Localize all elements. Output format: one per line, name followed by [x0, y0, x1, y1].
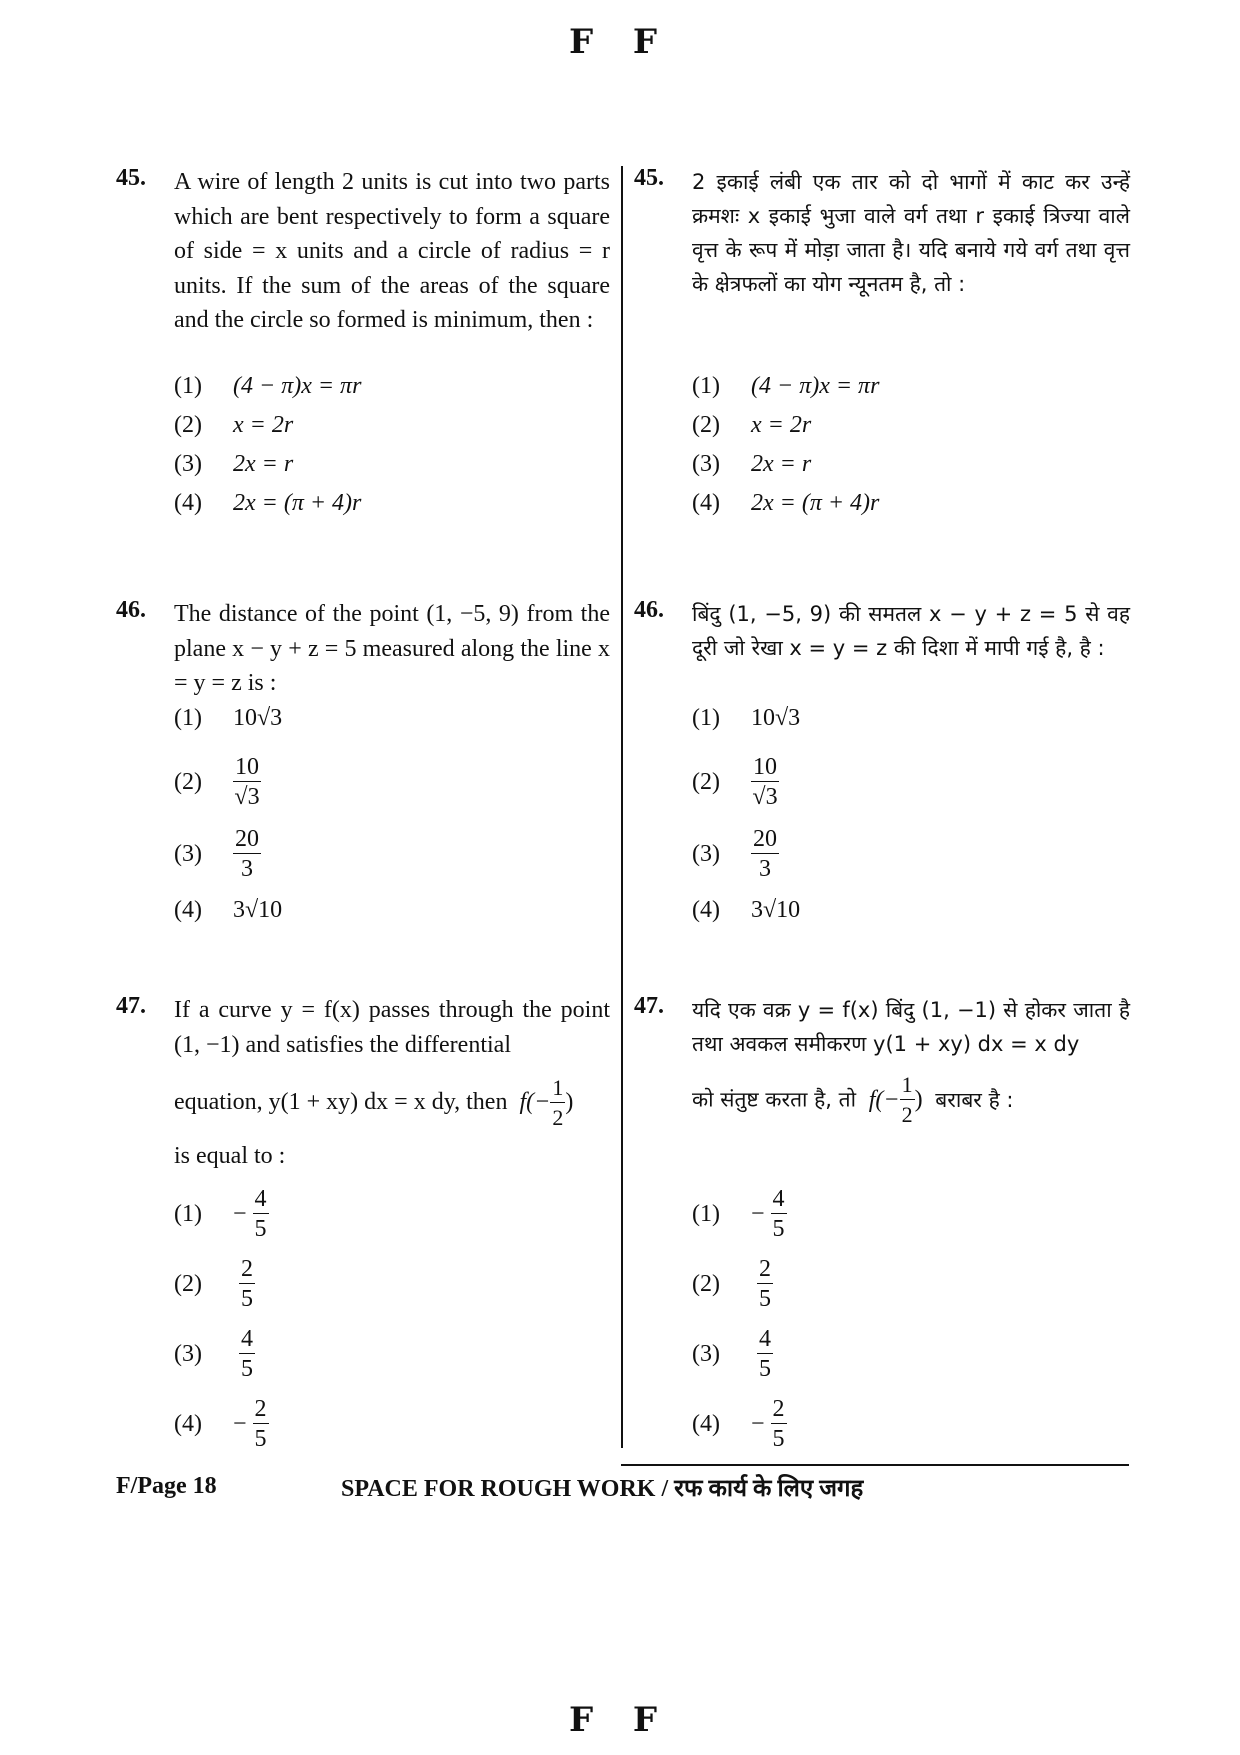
fraction: $\frac{20}{3}$	[753, 826, 777, 882]
question-47-hindi: 47. यदि एक वक्र y = f(x) बिंदु (1, −1) से होकर जाता है तथा अवकल समीकरण y(1 + xy) dx = x dy को संतुष्ट करता है, तो f(− $\frac{1}{2}$ ) बराबर है : (1) − $\frac{4}{5}$ (2) $\frac{2}{5}$ (3) $\frac{4}{5}$ (4) − $\frac{2}{5}$	[634, 993, 1130, 1452]
fraction: $\frac{2}{5}$	[254, 1396, 267, 1452]
rough-work-label: SPACE FOR ROUGH WORK / रफ कार्य के लिए जगह	[341, 1476, 864, 1502]
question-47: 47. If a curve y = f(x) passes through the point (1, −1) and satisfies the differential equation, y(1 + xy) dx = x dy, then f(− $\frac{1}{2}$ ) is equal to : (1) − $\frac{4}{5}$ (2) $\frac{2}{5}$ (3) $\frac{4}{5}$ (4) − $\frac{2}{5}$	[116, 993, 610, 1452]
fraction: $\frac{4}{5}$	[254, 1186, 267, 1242]
question-number: 45.	[634, 165, 664, 191]
fraction: $\frac{2}{5}$	[772, 1396, 785, 1452]
question-46: 46. The distance of the point (1, −5, 9) from the plane x − y + z = 5 measured along the line x = y = z is : (1) 10√3 (2) $\frac{10}{√3}$ (3) $\frac{20}{3}$ (4) 3√10	[116, 597, 610, 923]
question-text: The distance of the point (1, −5, 9) from the plane x − y + z = 5 measured along the line x = y = z is :	[174, 601, 610, 696]
question-number: 46.	[634, 597, 664, 623]
set-code-bottom: F F	[568, 1700, 672, 1740]
question-45-hindi: 45. 2 इकाई लंबी एक तार को दो भागों में काट कर उन्हें क्रमशः x इकाई भुजा वाले वर्ग तथा r इकाई त्रिज्या वाले वृत्त के रूप में मोड़ा जाता है। यदि बनाये गये वर्ग तथा वृत्त के क्षेत्रफलों का योग न्यूनतम है, तो : (1) (4 − π)x = πr (2) x = 2r (3) 2x = r (4) 2x = (π + 4)r	[634, 165, 1130, 516]
question-text-a: यदि एक वक्र y = f(x) बिंदु (1, −1) से होकर जाता है तथा अवकल समीकरण y(1 + xy) dx = x dy	[692, 998, 1130, 1056]
fraction: $\frac{1}{2}$	[552, 1075, 564, 1130]
fraction: $\frac{20}{3}$	[235, 826, 259, 882]
question-number: 47.	[634, 993, 664, 1019]
question-text: A wire of length 2 units is cut into two parts which are bent respectively to form a square of side = x units and a circle of radius = r units. If the sum of the areas of the square and the circle so formed is minimum, then :	[174, 169, 610, 333]
question-text: बिंदु (1, −5, 9) की समतल x − y + z = 5 से वह दूरी जो रेखा x = y = z की दिशा में मापी गई है, है :	[692, 602, 1130, 660]
fraction: $\frac{2}{5}$	[241, 1256, 253, 1312]
question-text-a: If a curve y = f(x) passes through the point (1, −1) and satisfies the differential	[174, 997, 610, 1058]
page-number: F/Page 18	[116, 1473, 217, 1499]
footer-rule	[621, 1464, 1129, 1466]
question-text-b: equation, y(1 + xy) dx = x dy, then f(− $\frac{1}{2}$ )	[174, 1074, 610, 1133]
fraction: $\frac{4}{5}$	[241, 1326, 253, 1382]
question-46-hindi: 46. बिंदु (1, −5, 9) की समतल x − y + z = 5 से वह दूरी जो रेखा x = y = z की दिशा में मापी गई है, है : (1) 10√3 (2) $\frac{10}{√3}$ (3) $\frac{20}{3}$ (4) 3√10	[634, 597, 1130, 923]
fraction: $\frac{1}{2}$	[901, 1072, 913, 1127]
fraction: $\frac{4}{5}$	[772, 1186, 785, 1242]
fraction: $\frac{2}{5}$	[759, 1256, 771, 1312]
question-number: 47.	[116, 993, 146, 1019]
question-45: 45. A wire of length 2 units is cut into two parts which are bent respectively to form a square of side = x units and a circle of radius = r units. If the sum of the areas of the square and the circle so formed is minimum, then : (1) (4 − π)x = πr (2) x = 2r (3) 2x = r (4) 2x = (π + 4)r	[116, 165, 610, 516]
set-code-top: F F	[568, 22, 672, 62]
column-divider	[621, 166, 623, 1448]
question-text-c: is equal to :	[174, 1143, 286, 1169]
question-number: 46.	[116, 597, 146, 623]
fraction: $\frac{10}{√3}$	[234, 754, 260, 810]
question-text-b: को संतुष्ट करता है, तो f(− $\frac{1}{2}$ ) बराबर है :	[692, 1071, 1130, 1130]
question-text: 2 इकाई लंबी एक तार को दो भागों में काट कर उन्हें क्रमशः x इकाई भुजा वाले वर्ग तथा r इकाई त्रिज्या वाले वृत्त के रूप में मोड़ा जाता है। यदि बनाये गये वर्ग तथा वृत्त के क्षेत्रफलों का योग न्यूनतम है, तो :	[692, 170, 1130, 296]
question-number: 45.	[116, 165, 146, 191]
fraction: $\frac{4}{5}$	[759, 1326, 771, 1382]
fraction: $\frac{10}{√3}$	[752, 754, 778, 810]
